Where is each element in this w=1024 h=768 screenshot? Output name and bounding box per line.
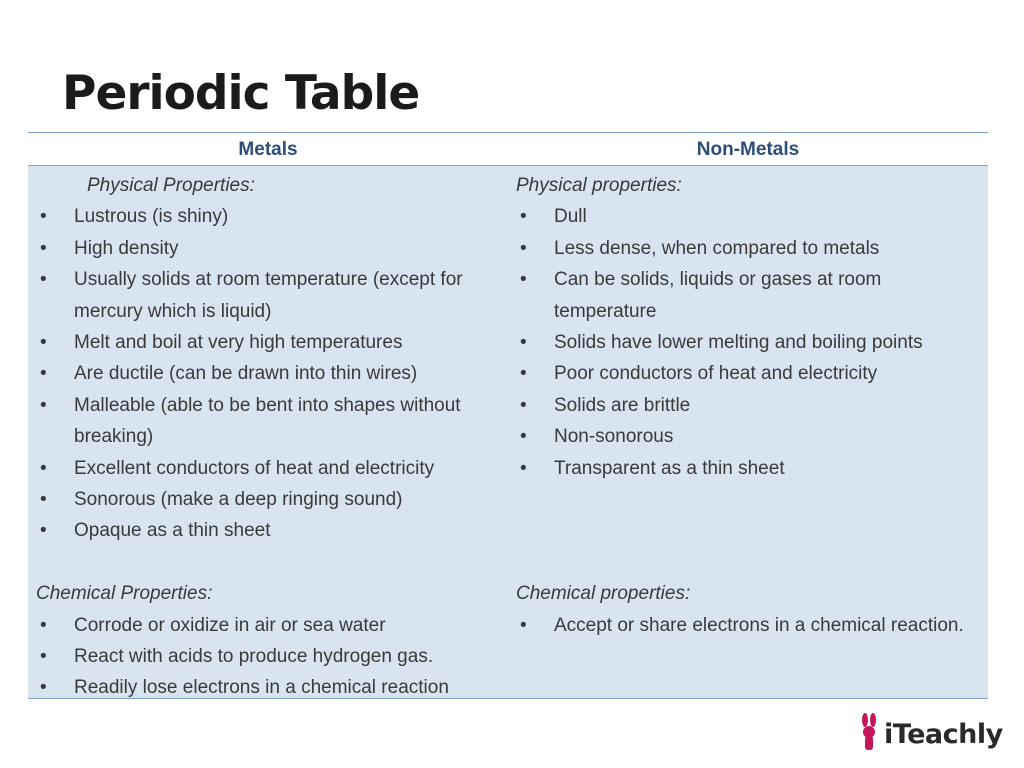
list-item-text: Readily lose electrons in a chemical reaction bbox=[74, 677, 449, 699]
list-item bbox=[36, 610, 508, 641]
list-item-text: Non-sonorous bbox=[554, 426, 674, 448]
list-item bbox=[36, 453, 508, 484]
bullet-icon: • bbox=[520, 206, 527, 228]
list-item-text: Are ductile (can be drawn into thin wires) bbox=[74, 363, 418, 385]
header-nonmetals: Non-Metals bbox=[696, 139, 800, 160]
header-metals: Metals bbox=[238, 139, 298, 160]
list-item bbox=[516, 390, 988, 421]
list-item-text: Usually solids at room temperature (except for mercury which is liquid) bbox=[74, 269, 463, 322]
list-item bbox=[36, 484, 508, 515]
nonmetals-chemical-heading: Chemical properties: bbox=[516, 583, 691, 605]
nonmetals-physical-heading: Physical properties: bbox=[516, 175, 682, 196]
bullet-icon: • bbox=[40, 489, 47, 511]
bullet-icon: • bbox=[520, 614, 527, 636]
list-item bbox=[36, 672, 508, 703]
list-item-text: Corrode or oxidize in air or sea water bbox=[74, 614, 386, 636]
list-item-text: Lustrous (is shiny) bbox=[74, 206, 229, 228]
rabbit-logo-icon bbox=[858, 712, 882, 757]
comparison-table bbox=[28, 132, 988, 699]
list-item-text: Solids are brittle bbox=[554, 394, 691, 416]
list-item bbox=[36, 390, 508, 453]
list-item bbox=[516, 233, 988, 264]
list-item-text: Solids have lower melting and boiling points bbox=[554, 332, 923, 354]
list-item bbox=[36, 233, 508, 264]
list-item bbox=[516, 453, 988, 484]
bullet-icon: • bbox=[40, 677, 47, 699]
table-body-row bbox=[28, 166, 988, 698]
bullet-icon: • bbox=[520, 363, 527, 385]
list-item-text: Accept or share electrons in a chemical reaction. bbox=[554, 614, 964, 636]
metals-chemical-heading: Chemical Properties: bbox=[36, 583, 213, 605]
list-item-text: Dull bbox=[554, 206, 587, 228]
list-item-text: Transparent as a thin sheet bbox=[554, 457, 785, 479]
list-item bbox=[516, 421, 988, 452]
list-item bbox=[36, 327, 508, 358]
nonmetals-column bbox=[508, 166, 988, 698]
bullet-icon: • bbox=[40, 394, 47, 416]
list-item-text: Malleable (able to be bent into shapes without breaking) bbox=[74, 394, 461, 448]
bullet-icon: • bbox=[40, 237, 47, 259]
list-item bbox=[36, 264, 508, 327]
bullet-icon: • bbox=[40, 646, 47, 668]
list-item bbox=[516, 264, 988, 327]
bullet-icon: • bbox=[40, 614, 47, 636]
logo-text: iTeachly bbox=[884, 718, 1003, 750]
list-item-text: Less dense, when compared to metals bbox=[554, 237, 880, 259]
list-item bbox=[516, 358, 988, 389]
list-item bbox=[516, 327, 988, 358]
bullet-icon: • bbox=[520, 394, 527, 416]
bullet-icon: • bbox=[40, 332, 47, 354]
table-header-row bbox=[28, 133, 988, 166]
nonmetals-chemical-list bbox=[516, 610, 988, 641]
bullet-icon: • bbox=[520, 426, 527, 448]
list-item-text: Opaque as a thin sheet bbox=[74, 520, 271, 542]
bullet-icon: • bbox=[40, 457, 47, 479]
bullet-icon: • bbox=[40, 269, 47, 291]
list-item bbox=[36, 641, 508, 672]
bullet-icon: • bbox=[40, 520, 47, 542]
metals-physical-heading: Physical Properties: bbox=[87, 175, 255, 196]
list-item-text: Poor conductors of heat and electricity bbox=[554, 363, 878, 385]
list-item-text: React with acids to produce hydrogen gas. bbox=[74, 646, 434, 668]
bullet-icon: • bbox=[40, 363, 47, 385]
list-item-text: Melt and boil at very high temperatures bbox=[74, 332, 403, 354]
bullet-icon: • bbox=[40, 206, 47, 228]
list-item bbox=[516, 610, 988, 641]
list-item-text: Excellent conductors of heat and electricity bbox=[74, 457, 435, 479]
list-item-text: Sonorous (make a deep ringing sound) bbox=[74, 489, 403, 511]
page-title: Periodic Table bbox=[62, 66, 420, 121]
metals-chemical-list bbox=[36, 610, 508, 704]
list-item-text: Can be solids, liquids or gases at room temperature bbox=[554, 269, 882, 322]
list-item bbox=[36, 358, 508, 389]
bullet-icon: • bbox=[520, 457, 527, 479]
nonmetals-physical-list bbox=[516, 201, 988, 484]
list-item bbox=[516, 201, 988, 232]
list-item bbox=[36, 201, 508, 232]
metals-physical-list bbox=[36, 201, 508, 546]
bullet-icon: • bbox=[520, 269, 527, 291]
list-item bbox=[36, 515, 508, 546]
list-item-text: High density bbox=[74, 237, 179, 259]
metals-column bbox=[28, 166, 508, 698]
iteachly-logo bbox=[858, 712, 1003, 756]
bullet-icon: • bbox=[520, 332, 527, 354]
bullet-icon: • bbox=[520, 237, 527, 259]
